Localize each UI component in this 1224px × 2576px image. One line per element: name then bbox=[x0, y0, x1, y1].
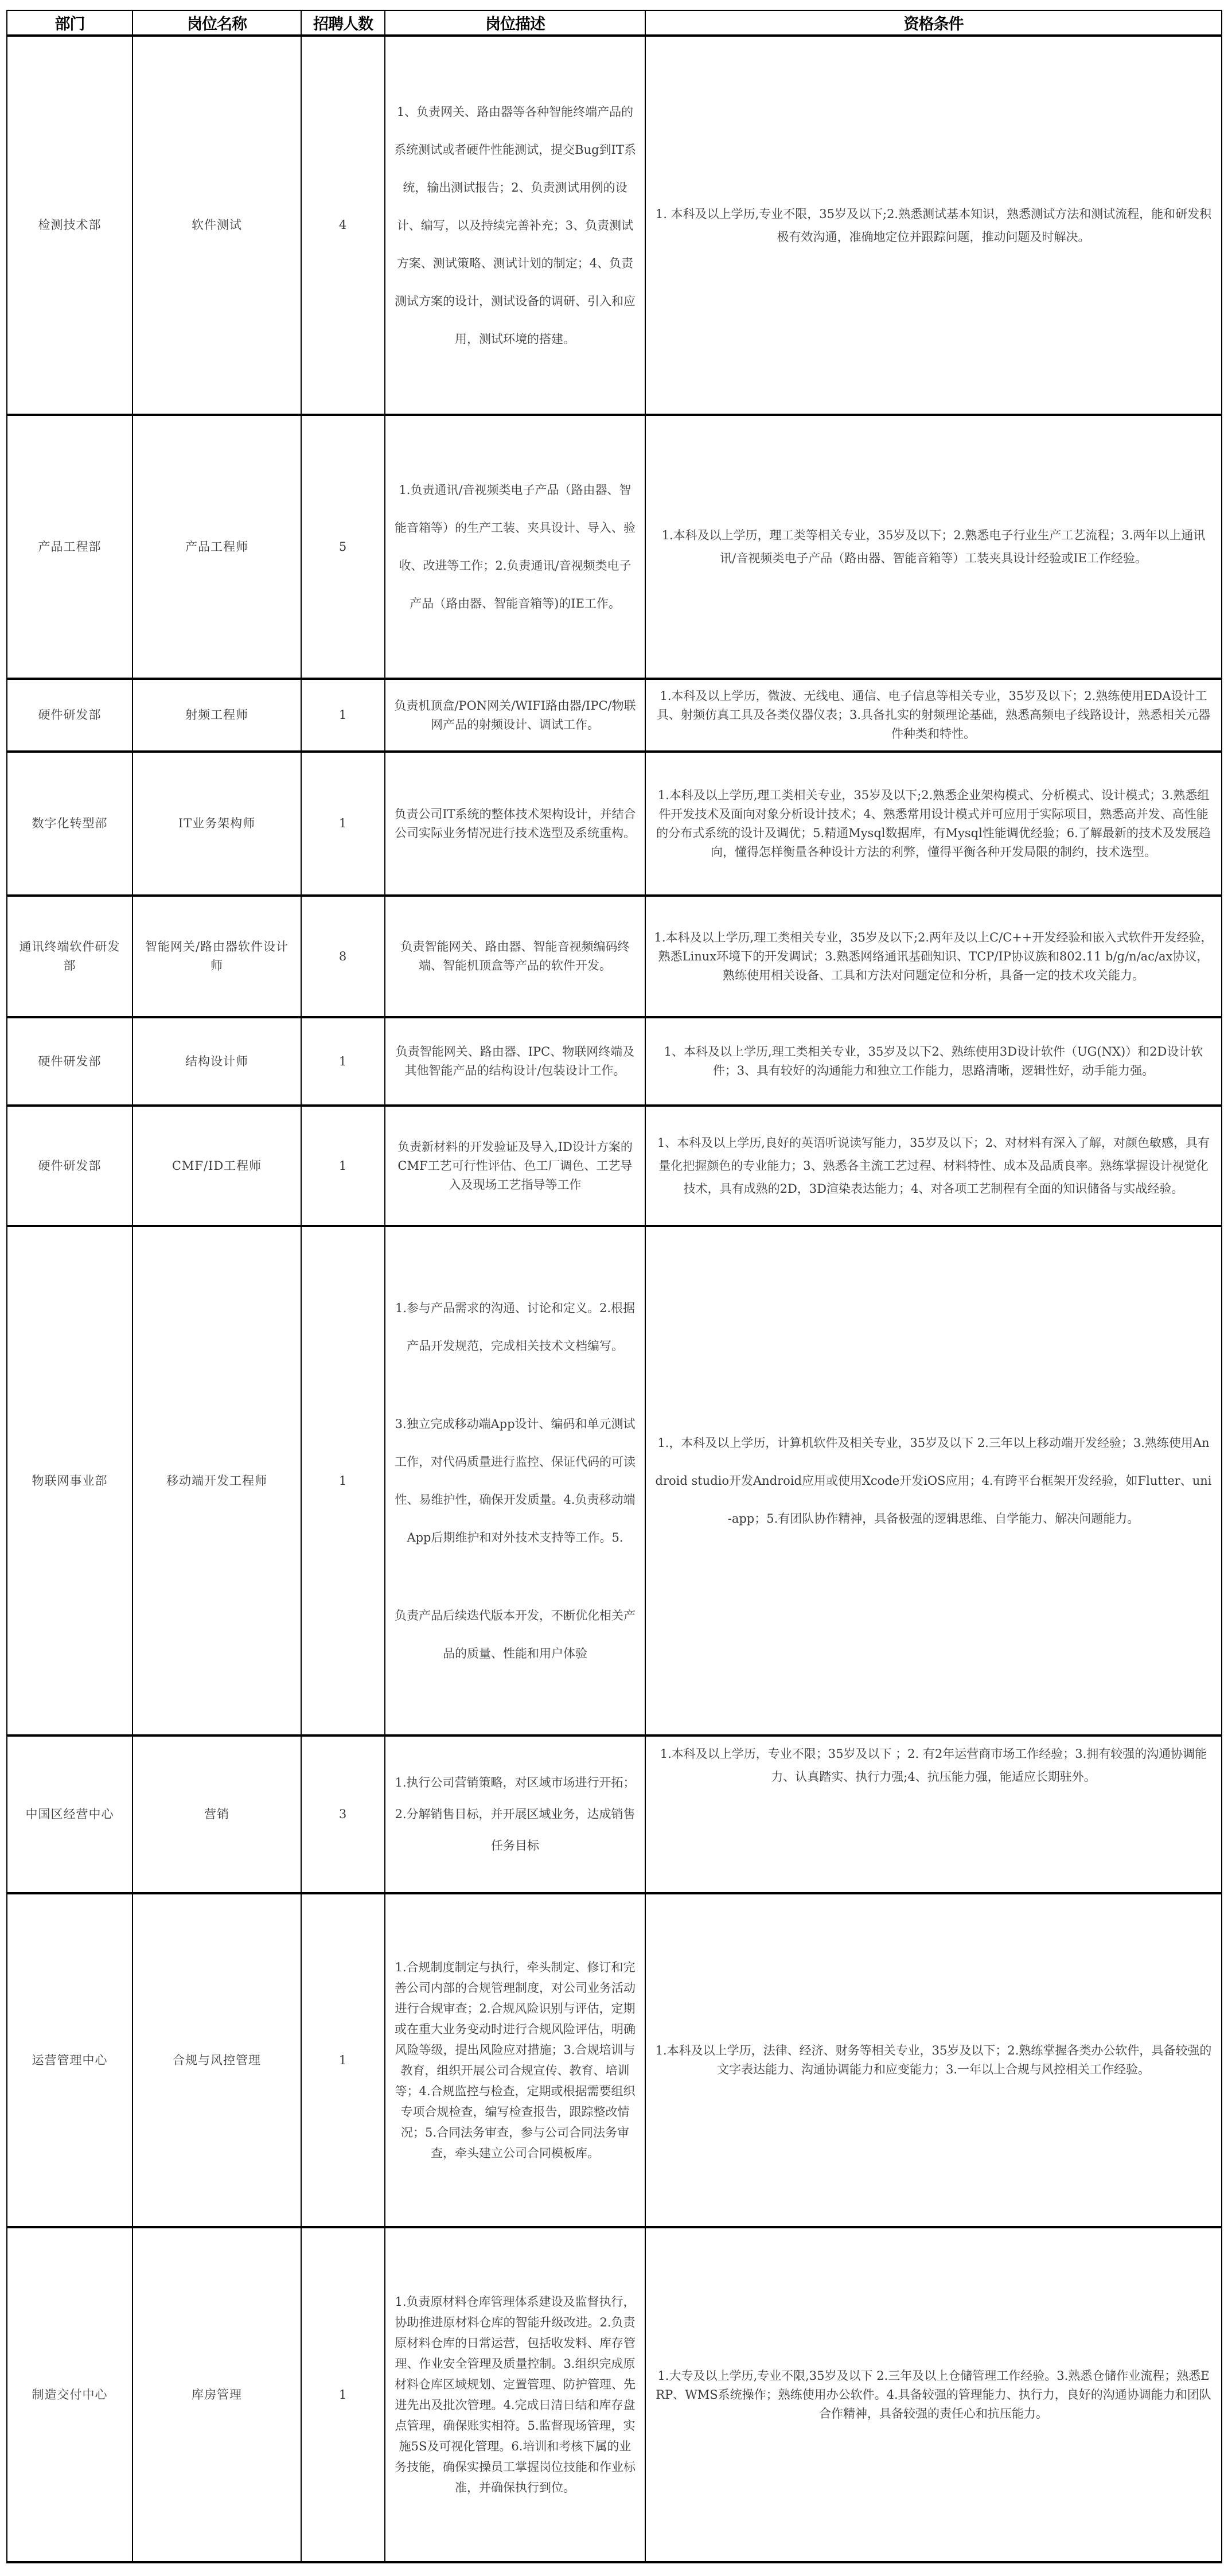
cell-qualifications: 1.本科及以上学历，理工类等相关专业，35岁及以下；2.熟悉电子行业生产工艺流程；3.两年以上通讯讯/音视频类电子产品（路由器、智能音箱等）工装夹具设计经验或IE工作经验。 bbox=[645, 415, 1222, 679]
job-openings-table bbox=[6, 10, 1222, 2563]
cell-department: 数字化转型部 bbox=[7, 752, 132, 896]
cell-description bbox=[385, 1226, 645, 1736]
table-row bbox=[7, 415, 1222, 679]
table-row bbox=[7, 1017, 1222, 1106]
cell-position: 射频工程师 bbox=[132, 679, 301, 752]
cell-department: 产品工程部 bbox=[7, 415, 132, 679]
cell-description: 1.执行公司营销策略，对区域市场进行开拓；2.分解销售目标，并开展区域业务，达成销售任务目标 bbox=[385, 1736, 645, 1893]
cell-department: 检测技术部 bbox=[7, 36, 132, 415]
cell-headcount: 5 bbox=[301, 415, 385, 679]
paragraph-gap bbox=[393, 1557, 637, 1597]
header-description: 岗位描述 bbox=[385, 10, 645, 36]
header-department: 部门 bbox=[7, 10, 132, 36]
cell-description: 1.负责原材料仓库管理体系建设及监督执行，协助推进原材料仓库的智能升级改进。2.负责原材料仓库的日常运营，包括收发料、库存管理、作业安全管理及质量控制。3.组织完成原材料仓库区域规划、定置管理、防护管理、先进先出及批次管理。4.完成日清日结和库存盘点管理，确保账实相符。5.监督现场管理，实施5S及可视化管理。6.培训和考核下属的业务技能，确保实操员工掌握岗位技能和作业标准，并确保执行到位。 bbox=[385, 2227, 645, 2562]
cell-description: 1.负责通讯/音视频类电子产品（路由器、智能音箱等）的生产工装、夹具设计、导入、验收、改进等工作；2.负责通讯/音视频类电子产品（路由器、智能音箱等)的IE工作。 bbox=[385, 415, 645, 679]
cell-headcount: 4 bbox=[301, 36, 385, 415]
cell-headcount: 3 bbox=[301, 1736, 385, 1893]
cell-department: 中国区经营中心 bbox=[7, 1736, 132, 1893]
header-position: 岗位名称 bbox=[132, 10, 301, 36]
cell-department: 制造交付中心 bbox=[7, 2227, 132, 2562]
cell-qualifications: 1.本科及以上学历，法律、经济、财务等相关专业，35岁及以下；2.熟练掌握各类办公软件，具备较强的文字表达能力、沟通协调能力和应变能力；3.一年以上合规与风控相关工作经验。 bbox=[645, 1893, 1222, 2227]
cell-qualifications: 1.本科及以上学历,理工类相关专业，35岁及以下;2.两年及以上C/C++开发经验和嵌入式软件开发经验，熟悉Linux环境下的开发调试；3.熟悉网络通讯基础知识、TCP/IP协议族和802.11 b/g/n/ac/ax协议，熟练使用相关设备、工具和方法对问题定位和分析，具备一定的技术攻关能力。 bbox=[645, 896, 1222, 1017]
table-row bbox=[7, 2227, 1222, 2562]
header-qualifications: 资格条件 bbox=[645, 10, 1222, 36]
paragraph-gap bbox=[393, 1365, 637, 1405]
cell-description: 负责新材料的开发验证及导入,ID设计方案的CMF工艺可行性评估、色工厂调色、工艺导入及现场工艺指导等工作 bbox=[385, 1106, 645, 1226]
cell-description: 1、负责网关、路由器等各种智能终端产品的系统测试或者硬件性能测试，提交Bug到IT系统，输出测试报告；2、负责测试用例的设计、编写，以及持续完善补充；3、负责测试方案、测试策略、测试计划的制定；4、负责测试方案的设计，测试设备的调研、引入和应用，测试环境的搭建。 bbox=[385, 36, 645, 415]
description-part: 1.参与产品需求的沟通、讨论和定义。2.根据产品开发规范，完成相关技术文档编写。 bbox=[395, 1301, 636, 1353]
cell-department: 物联网事业部 bbox=[7, 1226, 132, 1736]
cell-qualifications: 1、本科及以上学历,理工类相关专业，35岁及以下2、熟练使用3D设计软件（UG(NX)）和2D设计软件；3、具有较好的沟通能力和独立工作能力，思路清晰，逻辑性好，动手能力强。 bbox=[645, 1017, 1222, 1106]
cell-headcount: 8 bbox=[301, 896, 385, 1017]
cell-headcount: 1 bbox=[301, 1893, 385, 2227]
cell-qualifications: 1.本科及以上学历,理工类相关专业，35岁及以下;2.熟悉企业架构模式、分析模式、设计模式；3.熟悉组件开发技术及面向对象分析设计技术；4、熟悉常用设计模式并可应用于实际项目，熟悉高并发、高性能的分布式系统的设计及调优；5.精通Mysql数据库，有Mysql性能调优经验；6.了解最新的技术及发展趋向，懂得怎样衡量各种设计方法的利弊，懂得平衡各种开发局限的制约，技术选型。 bbox=[645, 752, 1222, 896]
cell-description: 负责智能网关、路由器、IPC、物联网终端及其他智能产品的结构设计/包装设计工作。 bbox=[385, 1017, 645, 1106]
cell-position: 智能网关/路由器软件设计师 bbox=[132, 896, 301, 1017]
table-row bbox=[7, 36, 1222, 415]
description-part: 3.独立完成移动端App设计、编码和单元测试工作，对代码质量进行监控、保证代码的可读性、易维护性，确保开发质量。4.负责移动端App后期维护和对外技术支持等工作。5. bbox=[395, 1417, 636, 1544]
table-row bbox=[7, 1736, 1222, 1893]
cell-headcount: 1 bbox=[301, 1226, 385, 1736]
cell-qualifications: 1.本科及以上学历，专业不限；35岁及以下 ；2. 有2年运营商市场工作经验；3.拥有较强的沟通协调能力、认真踏实、执行力强;4、抗压能力强，能适应长期驻外。 bbox=[645, 1736, 1222, 1893]
cell-position: 移动端开发工程师 bbox=[132, 1226, 301, 1736]
cell-headcount: 1 bbox=[301, 1106, 385, 1226]
cell-position: 软件测试 bbox=[132, 36, 301, 415]
cell-description: 负责机顶盒/PON网关/WIFI路由器/IPC/物联网产品的射频设计、调试工作。 bbox=[385, 679, 645, 752]
cell-position: IT业务架构师 bbox=[132, 752, 301, 896]
cell-qualifications: 1、本科及以上学历,良好的英语听说读写能力，35岁及以下；2、对材料有深入了解，对颜色敏感，具有量化把握颜色的专业能力；3、熟悉各主流工艺过程、材料特性、成本及品质良率。熟练掌握设计视觉化技术，具有成熟的2D，3D渲染表达能力；4、对各项工艺制程有全面的知识储备与实战经验。 bbox=[645, 1106, 1222, 1226]
table-row bbox=[7, 1226, 1222, 1736]
cell-headcount: 1 bbox=[301, 752, 385, 896]
cell-description: 负责智能网关、路由器、智能音视频编码终端、智能机顶盒等产品的软件开发。 bbox=[385, 896, 645, 1017]
cell-qualifications: 1.大专及以上学历,专业不限,35岁及以下 2.三年及以上仓储管理工作经验。3.熟悉仓储作业流程；熟悉ERP、WMS系统操作；熟练使用办公软件。4.具备较强的管理能力、执行力，良好的沟通协调能力和团队合作精神，具备较强的责任心和抗压能力。 bbox=[645, 2227, 1222, 2562]
cell-qualifications: 1.，本科及以上学历，计算机软件及相关专业，35岁及以下 2.三年以上移动端开发经验；3.熟练使用Android studio开发Android应用或使用Xcode开发iOS应用；4.有跨平台框架开发经验，如Flutter、uni-app；5.有团队协作精神，具备极强的逻辑思维、自学能力、解决问题能力。 bbox=[645, 1226, 1222, 1736]
cell-department: 通讯终端软件研发部 bbox=[7, 896, 132, 1017]
table-row bbox=[7, 896, 1222, 1017]
cell-position: CMF/ID工程师 bbox=[132, 1106, 301, 1226]
cell-position: 结构设计师 bbox=[132, 1017, 301, 1106]
cell-department: 硬件研发部 bbox=[7, 679, 132, 752]
table-row bbox=[7, 679, 1222, 752]
cell-description: 1.合规制度制定与执行，牵头制定、修订和完善公司内部的合规管理制度，对公司业务活动进行合规审查；2.合规风险识别与评估，定期或在重大业务变动时进行合规风险评估，明确风险等级，提出风险应对措施；3.合规培训与教育，组织开展公司合规宣传、教育、培训等；4.合规监控与检查，定期或根据需要组织专项合规检查，编写检查报告，跟踪整改情况；5.合同法务审查，参与公司合同法务审查，牵头建立公司合同模板库。 bbox=[385, 1893, 645, 2227]
table-row bbox=[7, 1893, 1222, 2227]
cell-department: 运营管理中心 bbox=[7, 1893, 132, 2227]
cell-position: 营销 bbox=[132, 1736, 301, 1893]
cell-qualifications: 1. 本科及以上学历,专业不限，35岁及以下;2.熟悉测试基本知识，熟悉测试方法和测试流程，能和研发积极有效沟通，准确地定位并跟踪问题，推动问题及时解决。 bbox=[645, 36, 1222, 415]
table-header-row bbox=[7, 10, 1222, 36]
cell-position: 产品工程师 bbox=[132, 415, 301, 679]
cell-position: 库房管理 bbox=[132, 2227, 301, 2562]
cell-headcount: 1 bbox=[301, 1017, 385, 1106]
cell-headcount: 1 bbox=[301, 2227, 385, 2562]
table-row bbox=[7, 1106, 1222, 1226]
description-part: 负责产品后续迭代版本开发，不断优化相关产品的质量、性能和用户体验 bbox=[395, 1609, 636, 1660]
table-row bbox=[7, 752, 1222, 896]
cell-headcount: 1 bbox=[301, 679, 385, 752]
cell-position: 合规与风控管理 bbox=[132, 1893, 301, 2227]
cell-description: 负责公司IT系统的整体技术架构设计，并结合公司实际业务情况进行技术选型及系统重构。 bbox=[385, 752, 645, 896]
cell-department: 硬件研发部 bbox=[7, 1017, 132, 1106]
cell-qualifications: 1.本科及以上学历，微波、无线电、通信、电子信息等相关专业，35岁及以下；2.熟练使用EDA设计工具、射频仿真工具及各类仪器仪表；3.具备扎实的射频理论基础，熟悉高频电子线路设计，熟悉相关元器件种类和特性。 bbox=[645, 679, 1222, 752]
header-headcount: 招聘人数 bbox=[301, 10, 385, 36]
cell-department: 硬件研发部 bbox=[7, 1106, 132, 1226]
